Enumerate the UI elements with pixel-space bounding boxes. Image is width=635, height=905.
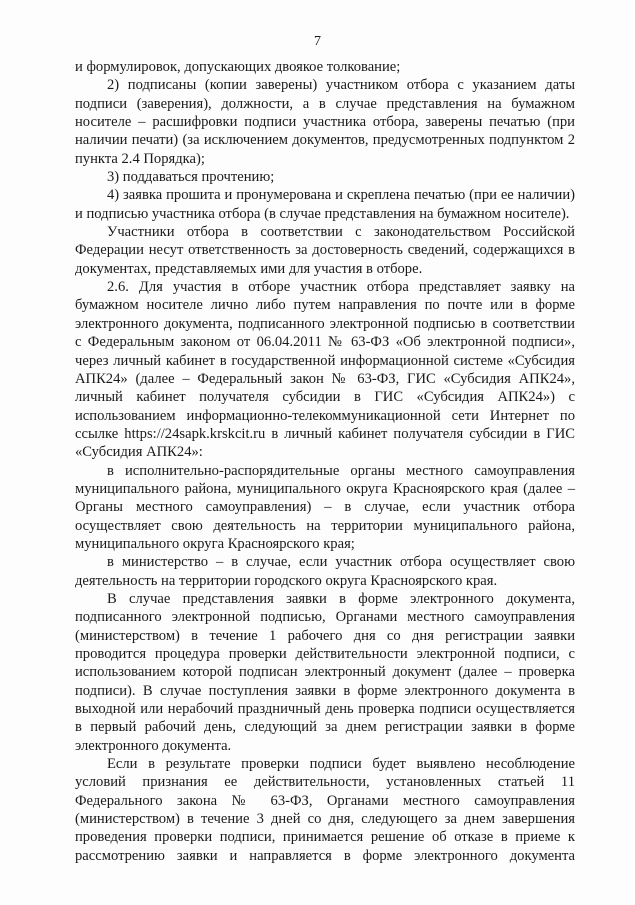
- paragraph-section-2-6: 2.6. Для участия в отборе участник отбора представляет заявку на бумажном носителе лично либо путем направления по почте или в форме электронного документа, подписанного электронной подписью в соответствии с Федеральным законом от 06.04.2011 № 63-ФЗ «Об электронной подписи», через личный кабинет в государственной информационной системе «Субсидия АПК24» (далее – Федеральный закон № 63-ФЗ, ГИС «Субсидия АПК24», личный кабинет получателя субсидии в ГИС «Субсидия АПК24») с использованием информационно-телекоммуникационной сети Интернет по ссылке https://24sapk.krskcit.ru в личный кабинет получателя субсидии в ГИС «Субсидия АПК24»:: [75, 279, 575, 461]
- page-number: 7: [314, 34, 321, 49]
- document-body: [75, 58, 575, 865]
- paragraph-continuation: и формулировок, допускающих двоякое толкование;: [75, 59, 401, 75]
- paragraph-item-4: 4) заявка прошита и пронумерована и скреплена печатью (при ее наличии) и подписью участника отбора (в случае представления на бумажном носителе).: [75, 187, 575, 222]
- paragraph-ministry: в министерство – в случае, если участник отбора осуществляет свою деятельность на территории городского округа Красноярского края.: [75, 554, 575, 589]
- paragraph-item-2: 2) подписаны (копии заверены) участником отбора с указанием даты подписи (заверения), должности, а в случае представления на бумажном носителе – расшифровки подписи участника отбора, заверены печатью (при наличии печати) (за исключением документов, предусмотренных подпунктом 2 пункта 2.4 Порядка);: [75, 77, 575, 167]
- paragraph-responsibility: Участники отбора в соответствии с законодательством Российской Федерации несут ответственность за достоверность сведений, содержащихся в документах, представляемых ими для участия в отборе.: [75, 224, 575, 277]
- paragraph-item-3: 3) поддаваться прочтению;: [107, 169, 275, 186]
- paragraph-signature-violation: Если в результате проверки подписи будет выявлено несоблюдение условий признания ее действительности, установленных статьей 11 Федерального закона № 63-ФЗ, Органами местного самоуправления (министерством) в течение 3 дней со дня, следующего за днем завершения проведения проверки подписи, принимается решение об отказе в приеме к рассмотрению заявки и направляется в форме электронного документа: [75, 756, 575, 864]
- paragraph-electronic-check: В случае представления заявки в форме электронного документа, подписанного электронной подписью, Органами местного самоуправления (министерством) в течение 1 рабочего дня со дня регистрации заявки проводится процедура проверки действительности электронной подписи, с использованием которой подписан электронный документ (далее – проверка подписи). В случае поступления заявки в форме электронного документа в выходной или нерабочий праздничный день проверка подписи осуществляется в первый рабочий день, следующий за днем регистрации заявки в форме электронного документа.: [75, 590, 575, 754]
- paragraph-local-authorities: в исполнительно-распорядительные органы местного самоуправления муниципального района, муниципального округа Красноярского края (далее – Органы местного самоуправления) – в случае, если участник отбора осуществляет свою деятельность на территории муниципального района, муниципального округа Красноярского края;: [75, 462, 575, 552]
